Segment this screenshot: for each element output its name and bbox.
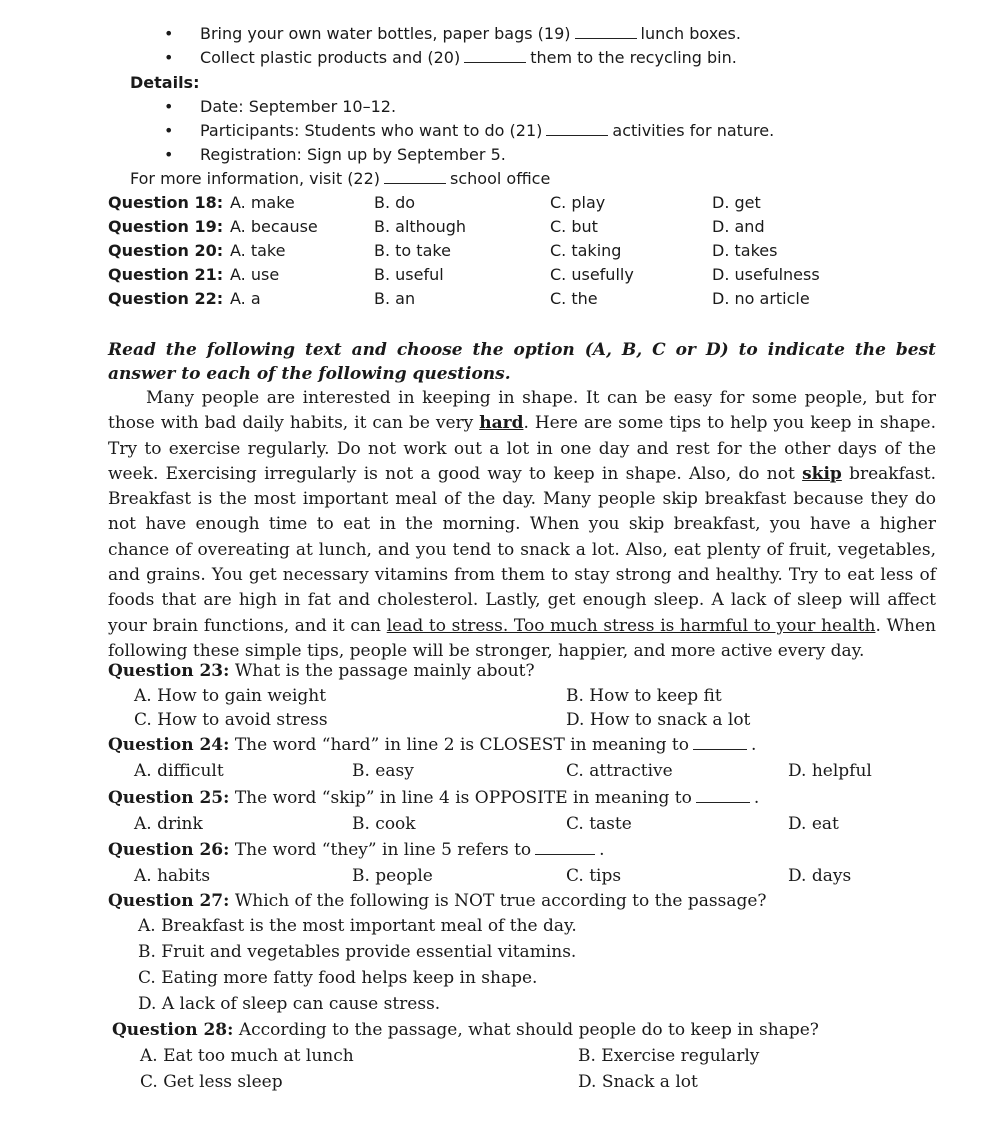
bullet-item-19 (200, 22, 741, 46)
question-text: The word “skip” in line 4 is OPPOSITE in meaning to (234, 788, 692, 808)
question-28 (112, 1018, 819, 1042)
question-20-row (108, 239, 778, 263)
question-label: Question 28: (112, 1020, 234, 1040)
option-a[interactable]: A. make (230, 193, 295, 212)
question-26: Question 26: The word “they” in line 5 refers to . (108, 840, 605, 860)
question-label: Question 22: (108, 289, 224, 308)
option-d[interactable]: D. takes (712, 241, 778, 260)
question-label: Question 24: (108, 735, 230, 755)
option-b[interactable]: B. cook (352, 814, 416, 834)
option-c[interactable]: C. tips (566, 866, 622, 886)
more-info-text-post: school office (450, 169, 551, 188)
option-a[interactable]: A. How to gain weight (134, 686, 327, 706)
question-text: The word “they” in line 5 refers to (234, 840, 532, 860)
question-text: Which of the following is NOT true according to the passage? (234, 891, 767, 911)
option-a[interactable]: A. drink (134, 814, 203, 834)
question-label: Question 20: (108, 241, 224, 260)
passage-text: breakfast. Breakfast is the most important meal of the day. Many people skip breakfast because (108, 463, 936, 510)
question-24: Question 24: The word “hard” in line 2 is CLOSEST in meaning to . (108, 735, 757, 755)
option-c[interactable]: C. attractive (566, 761, 673, 781)
detail-text-post: activities for nature. (612, 121, 775, 140)
option-b[interactable]: B. How to keep fit (566, 686, 722, 706)
bullet-item-20 (200, 46, 737, 70)
option-b[interactable]: B. to take (374, 241, 451, 260)
option-b[interactable]: B. easy (352, 761, 414, 781)
underlined-phrase: lead to stress. Too much stress is harmful to your health (386, 615, 876, 636)
option-a[interactable]: A. use (230, 265, 280, 284)
option-d[interactable]: D. and (712, 217, 765, 236)
option-c[interactable]: C. How to avoid stress (134, 710, 328, 730)
details-heading: Details: (130, 73, 200, 92)
question-label: Question 25: (108, 788, 230, 808)
question-label: Question 18: (108, 193, 224, 212)
option-d[interactable]: D. helpful (788, 761, 872, 781)
bullet-text-post: lunch boxes. (640, 24, 741, 43)
keyword-they: they (870, 489, 908, 510)
question-text: According to the passage, what should people do to keep in shape? (238, 1020, 819, 1040)
question-22-row (108, 287, 810, 311)
question-19-row (108, 215, 765, 239)
option-d[interactable]: D. How to snack a lot (566, 710, 751, 730)
question-label: Question 27: (108, 891, 230, 911)
option-c[interactable]: C. play (550, 193, 606, 212)
option-a[interactable]: A. Breakfast is the most important meal of the day. (138, 916, 577, 936)
more-info-text: For more information, visit (22) (130, 169, 381, 188)
option-c[interactable]: C. usefully (550, 265, 634, 284)
answer-blank-19 (575, 24, 637, 39)
option-b[interactable]: B. although (374, 217, 467, 236)
answer-blank (696, 788, 750, 803)
bullet-text: Collect plastic products and (20) (200, 48, 461, 67)
option-c[interactable]: C. but (550, 217, 598, 236)
option-b[interactable]: B. Fruit and vegetables provide essential vitamins. (138, 942, 577, 962)
question-label: Question 21: (108, 265, 224, 284)
passage-text: . Here are some tips to help you keep in shape. Try to exercise regularly. Do not work out a lot in one day and rest for the other days of the week. Exercising irregularly is not a good way to keep in shape. Also, do not (108, 413, 936, 484)
option-d[interactable]: D. A lack of sleep can cause stress. (138, 994, 441, 1014)
passage-text: Many people are interested in keeping in shape. It can be easy for some people, but for those with bad daily habits, it can be very (108, 388, 936, 434)
option-c[interactable]: C. taking (550, 241, 622, 260)
more-info-line (130, 167, 550, 191)
bullet-text-post: them to the recycling bin. (530, 48, 737, 67)
option-a[interactable]: A. habits (134, 866, 211, 886)
option-b[interactable]: B. Exercise regularly (578, 1046, 760, 1066)
option-d[interactable]: D. eat (788, 814, 839, 834)
passage-text: do not have enough time to eat in the morning. When you skip breakfast, you have a higher chance of overeating at lunch, and you tend to snack a lot. Also, eat plenty of fruit, vegetables, and grains. You get necessary vitamins from them to stay strong and healthy. Try to eat less of foods that are high in fat and cholesterol. Lastly, get enough sleep. A lack of sleep will affect your brain functions, and it can (108, 489, 936, 636)
question-label: Question 19: (108, 217, 224, 236)
option-d[interactable]: D. get (712, 193, 761, 212)
option-a[interactable]: A. Eat too much at lunch (140, 1046, 354, 1066)
keyword-hard: hard (479, 413, 524, 434)
answer-blank-21 (546, 121, 608, 136)
option-c[interactable]: C. taste (566, 814, 632, 834)
option-a[interactable]: A. a (230, 289, 261, 308)
passage-text: . When following these simple tips, people will be stronger, happier, and more active every day. (108, 615, 937, 661)
option-d[interactable]: D. days (788, 866, 852, 886)
option-b[interactable]: B. do (374, 193, 416, 212)
question-25: Question 25: The word “skip” in line 4 is OPPOSITE in meaning to . (108, 788, 760, 808)
question-label: Question 23: (108, 661, 230, 681)
detail-text: Participants: Students who want to do (21) (200, 121, 543, 140)
question-27 (108, 889, 767, 913)
option-b[interactable]: B. useful (374, 265, 444, 284)
reading-passage (108, 386, 936, 664)
answer-blank (535, 840, 595, 855)
option-d[interactable]: D. no article (712, 289, 810, 308)
option-a[interactable]: A. difficult (134, 761, 224, 781)
answer-blank-20 (464, 48, 526, 63)
question-23 (108, 659, 535, 683)
bullet-text: Bring your own water bottles, paper bags (19) (200, 24, 571, 43)
option-b[interactable]: B. people (352, 866, 433, 886)
reading-instruction: Read the following text and choose the option (A, B, C or D) to indicate the best answer to each of the following questions. (108, 340, 936, 384)
option-c[interactable]: C. Get less sleep (140, 1072, 283, 1092)
question-18-row (108, 191, 761, 215)
keyword-skip: skip (802, 463, 842, 484)
option-d[interactable]: D. usefulness (712, 265, 820, 284)
detail-participants (200, 119, 774, 143)
detail-registration (200, 143, 506, 167)
passage-paragraph (108, 386, 936, 664)
option-c[interactable]: C. Eating more fatty food helps keep in shape. (138, 968, 538, 988)
answer-blank-22 (384, 169, 446, 184)
option-a[interactable]: A. take (230, 241, 286, 260)
option-c[interactable]: C. the (550, 289, 598, 308)
detail-text: Date: September 10–12. (200, 97, 397, 116)
detail-date (200, 95, 396, 119)
question-text: What is the passage mainly about? (234, 661, 535, 681)
question-text: The word “hard” in line 2 is CLOSEST in meaning to (234, 735, 689, 755)
detail-text: Registration: Sign up by September 5. (200, 145, 506, 164)
answer-blank (693, 735, 747, 750)
option-d[interactable]: D. Snack a lot (578, 1072, 698, 1092)
cloze-options-grid (108, 191, 948, 316)
question-label: Question 26: (108, 840, 230, 860)
option-a[interactable]: A. because (230, 217, 318, 236)
question-21-row (108, 263, 820, 287)
option-b[interactable]: B. an (374, 289, 416, 308)
